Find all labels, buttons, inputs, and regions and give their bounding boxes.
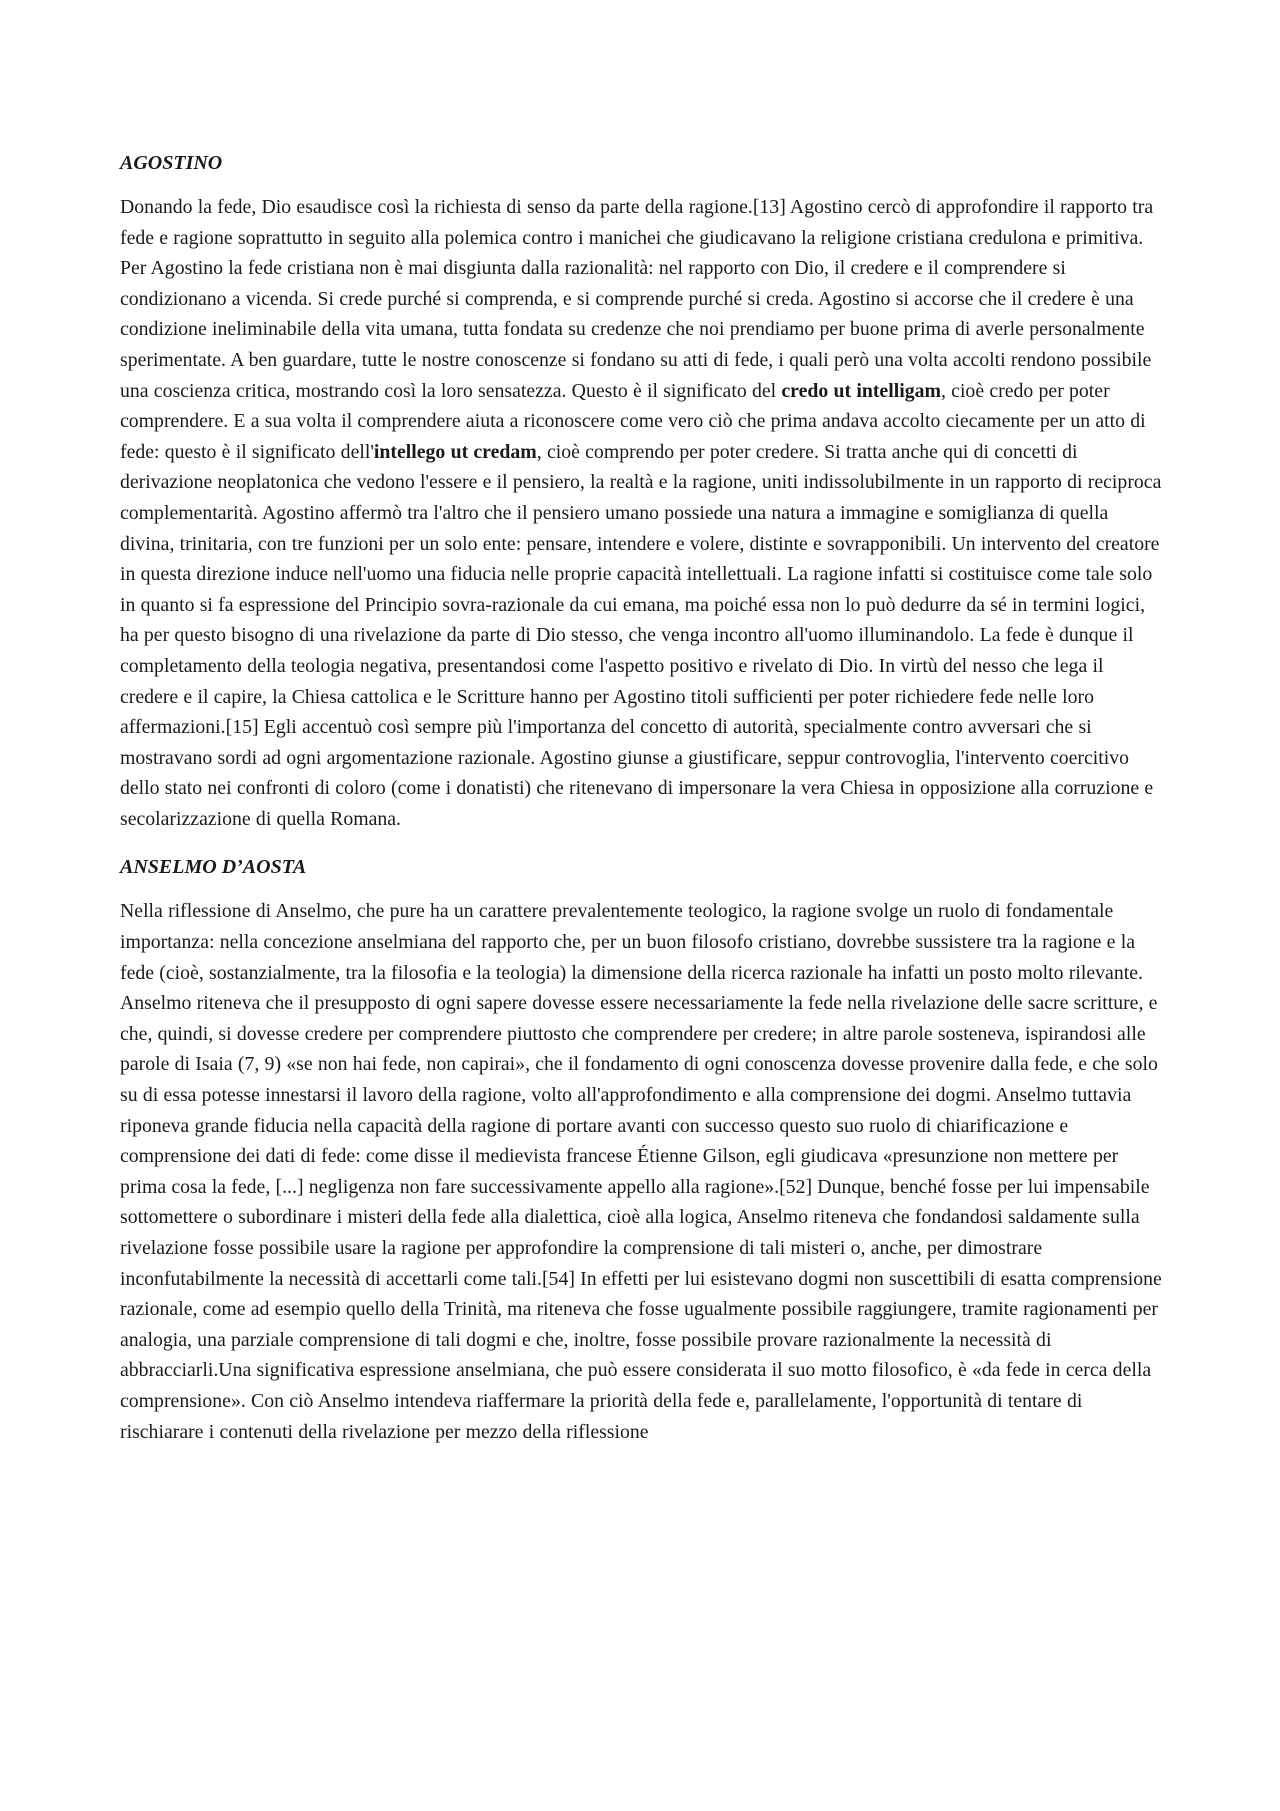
paragraph-text: Donando la fede, Dio esaudisce così la richiesta di senso da parte della ragione.[13] Agostino cercò di approfondire il rapporto tra fede e ragione soprattutto in seguito alla polemica contro i manichei che giudicavano la religione cristiana credulona e primitiva. Per Agostino la fede cristiana non è mai disgiunta dalla razionalità: nel rapporto con Dio, il credere e il comprendere si condizionano a vicenda. Si crede purché si comprenda, e si comprende purché si creda. Agostino si accorse che il credere è una condizione ineliminabile della vita umana, tutta fondata su credenze che noi prendiamo per buone prima di averle personalmente sperimentate. A ben guardare, tutte le nostre conoscenze si fondano su atti di fede, i quali però una volta accolti rendono possibile una coscienza critica, mostrando così la loro sensatezza. Questo è il significato del bbox=[120, 196, 1154, 402]
paragraph-anselmo bbox=[120, 896, 1162, 1447]
section-heading-agostino: AGOSTINO bbox=[120, 152, 223, 174]
bold-phrase-credo-ut-intelligam: credo ut intelligam bbox=[781, 379, 941, 402]
section-heading-anselmo: ANSELMO D’AOSTA bbox=[120, 856, 307, 879]
bold-phrase-intellego-ut-credam: intellego ut credam bbox=[373, 440, 537, 463]
paragraph-agostino bbox=[120, 192, 1162, 834]
paragraph-text: , cioè credo per poter comprendere. E a sua volta il comprendere aiuta a riconoscere come vero ciò che prima andava accolto ciecamente per un atto di fede: questo è il significato dell' bbox=[120, 379, 1146, 463]
document-page bbox=[120, 148, 1162, 1465]
paragraph-text: Nella riflessione di Anselmo, che pure ha un carattere prevalentemente teologico, la ragione svolge un ruolo di fondamentale importanza: nella concezione anselmiana del rapporto che, per un buon filosofo cristiano, dovrebbe sussistere tra la ragione e la fede (cioè, sostanzialmente, tra la filosofia e la teologia) la dimensione della ricerca razionale ha infatti un posto molto rilevante. Anselmo riteneva che il presupposto di ogni sapere dovesse essere necessariamente la fede nella rivelazione delle sacre scritture, e che, quindi, si dovesse credere per comprendere piuttosto che comprendere per credere; in altre parole sosteneva, ispirandosi alle parole di Isaia (7, 9) «se non hai fede, non capirai», che il fondamento di ogni conoscenza dovesse provenire dalla fede, e che solo su di essa potesse innestarsi il lavoro della ragione, volto all'approfondimento e alla comprensione dei dogmi. Anselmo tuttavia riponeva grande fiducia nella capacità della ragione di portare avanti con successo questo suo ruolo di chiarificazione e comprensione dei dati di fede: come disse il medievista francese Étienne Gilson, egli giudicava «presunzione non mettere per prima cosa la fede, [...] negligenza non fare successivamente appello alla ragione».[52] Dunque, benché fosse per lui impensabile sottomettere o subordinare i misteri della fede alla dialettica, cioè alla logica, Anselmo riteneva che fondandosi saldamente sulla rivelazione fosse possibile usare la ragione per approfondire la comprensione di tali misteri o, anche, per dimostrare inconfutabilmente la necessità di accettarli come tali.[54] In effetti per lui esistevano dogmi non suscettibili di esatta comprensione razionale, come ad esempio quello della Trinità, ma riteneva che fosse ugualmente possibile raggiungere, tramite ragionamenti per analogia, una parziale comprensione di tali dogmi e che, inoltre, fosse possibile provare razionalmente la necessità di abbracciarli.Una significativa espressione anselmiana, che può essere considerata il suo motto filosofico, è «da fede in cerca della comprensione». Con ciò Anselmo intendeva riaffermare la priorità della fede e, parallelamente, l'opportunità di tentare di rischiarare i contenuti della rivelazione per mezzo della riflessione bbox=[120, 900, 1162, 1443]
paragraph-text: , cioè comprendo per poter credere. Si tratta anche qui di concetti di derivazione neoplatonica che vedono l'essere e il pensiero, la realtà e la ragione, uniti indissolubilmente in un rapporto di reciproca complementarità. Agostino affermò tra l'altro che il pensiero umano possiede una natura a immagine e somiglianza di quella divina, trinitaria, con tre funzioni per un solo ente: pensare, intendere e volere, distinte e sovrapponibili. Un intervento del creatore in questa direzione induce nell'uomo una fiducia nelle proprie capacità intellettuali. La ragione infatti si costituisce come tale solo in quanto si fa espressione del Principio sovra-razionale da cui emana, ma poiché essa non lo può dedurre da sé in termini logici, ha per questo bisogno di una rivelazione da parte di Dio stesso, che venga incontro all'uomo illuminandolo. La fede è dunque il completamento della teologia negativa, presentandosi come l'aspetto positivo e rivelato di Dio. In virtù del nesso che lega il credere e il capire, la Chiesa cattolica e le Scritture hanno per Agostino titoli sufficienti per poter richiedere fede nelle loro affermazioni.[15] Egli accentuò così sempre più l'importanza del concetto di autorità, specialmente contro avversari che si mostravano sordi ad ogni argomentazione razionale. Agostino giunse a giustificare, seppur controvoglia, l'intervento coercitivo dello stato nei confronti di coloro (come i donatisti) che ritenevano di impersonare la vera Chiesa in opposizione alla corruzione e secolarizzazione di quella Romana. bbox=[120, 440, 1162, 830]
